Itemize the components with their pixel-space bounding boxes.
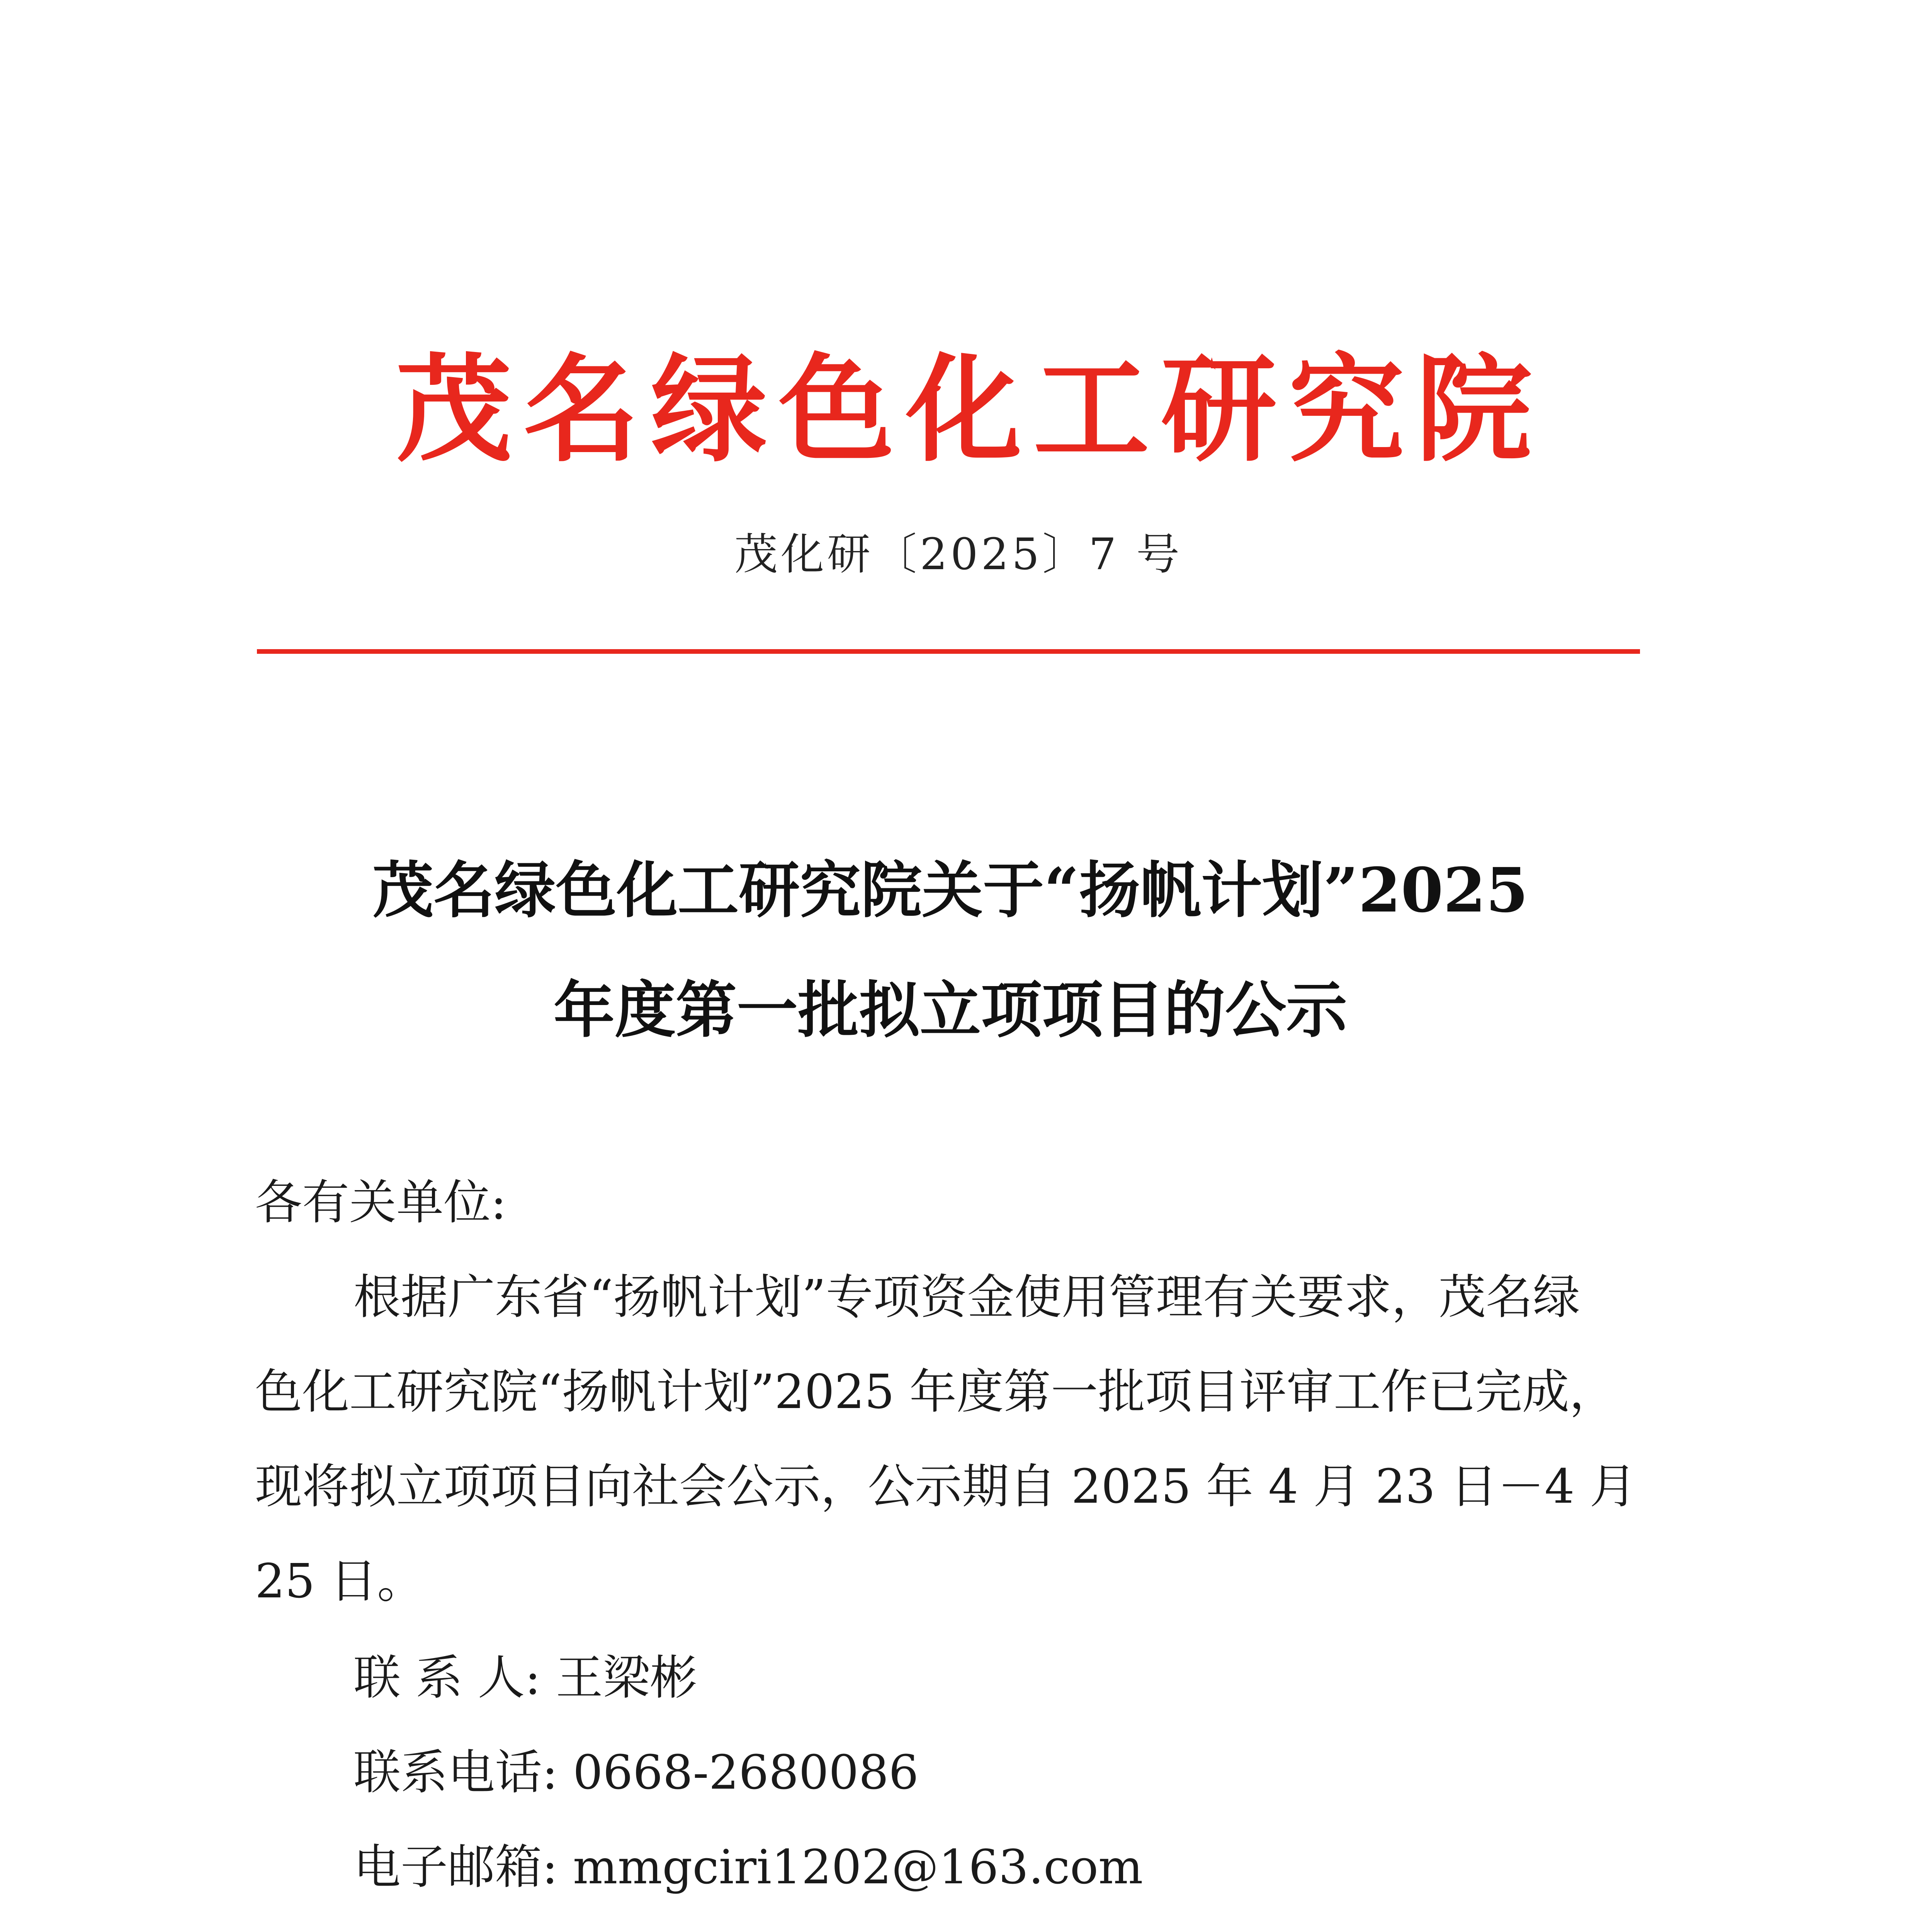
- contact-email: 电子邮箱: mmgciri1202@163.com: [353, 1840, 1143, 1895]
- document-number: 茂化研〔2025〕7 号: [734, 529, 1183, 580]
- org-name-header: 茂名绿色化工研究院: [396, 343, 1543, 478]
- paragraph-line-1: 根据广东省“扬帆计划”专项资金使用管理有关要求，茂名绿: [353, 1270, 1580, 1325]
- salutation: 各有关单位:: [255, 1175, 507, 1230]
- notice-title: [255, 831, 1646, 1070]
- paragraph-line-2: 色化工研究院“扬帆计划”2025 年度第一批项目评审工作已完成，: [255, 1364, 1617, 1419]
- contact-person: 联 系 人: 王梁彬: [353, 1650, 697, 1705]
- red-divider-line: [257, 649, 1640, 654]
- title-line-2: 年度第一批拟立项项目的公示: [554, 975, 1347, 1046]
- paragraph-line-3: 现将拟立项项目向社会公示，公示期自 2025 年 4 月 23 日－4 月: [255, 1459, 1637, 1514]
- contact-phone: 联系电话: 0668-2680086: [353, 1745, 919, 1800]
- title-line-1: 茂名绿色化工研究院关于“扬帆计划”2025: [372, 855, 1528, 926]
- contact-address-line-1: [353, 1915, 1752, 1932]
- paragraph-line-4: 25 日。: [255, 1554, 425, 1609]
